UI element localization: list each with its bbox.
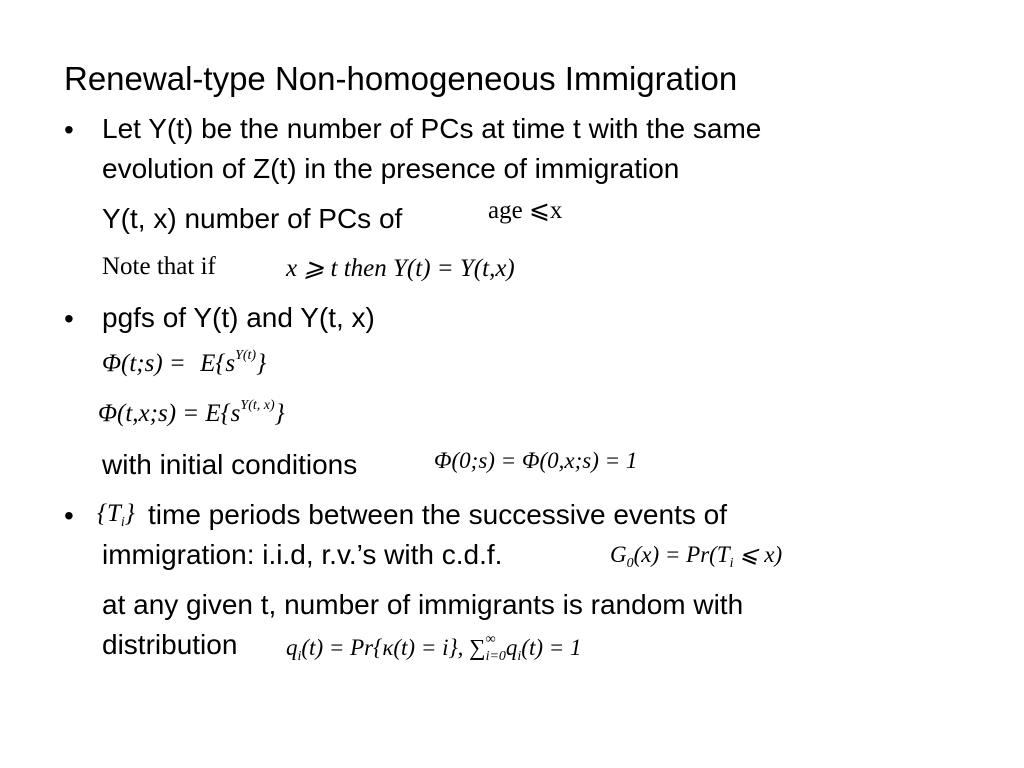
age-formula: age ⩽x (488, 197, 563, 224)
set-formula (97, 500, 135, 531)
bullet-marker: • (64, 303, 74, 334)
init-formula: Φ(0;s) = Φ(0,x;s) = 1 (434, 448, 638, 473)
cdf-sub: 0 (626, 556, 634, 571)
bullet3-line2: immigration: i.i.d, r.v.’s with c.d.f. (102, 539, 503, 570)
phi2-formula (98, 398, 285, 428)
slide-title: Renewal-type Non-homogeneous Immigration (64, 60, 738, 97)
q-end-sub: i (517, 649, 522, 664)
sum-sup: ∞ (485, 632, 496, 647)
bullet1-line1: Let Y(t) be the number of PCs at time t with the same (102, 113, 762, 144)
bullet3-line3: at any given t, number of immigrants is random with (102, 589, 744, 620)
note-text: Note that if (102, 253, 216, 280)
phi1-lhs: Φ(t;s) = (102, 350, 193, 377)
cdf-formula (610, 542, 782, 572)
phi2-close: } (274, 400, 285, 427)
bullet-marker: • (64, 114, 74, 145)
set-sub: i (120, 515, 125, 530)
q-sub: i (297, 649, 302, 664)
phi1-sup: Y(t) (235, 348, 257, 363)
phi2-lhs: Φ(t,x;s) = E{s (98, 400, 241, 427)
phi2-sup: Y(t, x) (240, 398, 275, 413)
q-q: q (286, 635, 298, 660)
set-open: {T (97, 500, 121, 527)
phi1-rhs: E{s (200, 350, 236, 377)
cdf-sub2: i (729, 556, 734, 571)
q-rest: (t) = Pr{κ(t) = i}, ∑ (301, 635, 486, 660)
bullet2-line1: pgfs of Y(t) and Y(t, x) (102, 302, 375, 333)
init-label: with initial conditions (102, 449, 358, 480)
phi1-formula (102, 348, 266, 378)
phi1-close: } (256, 350, 267, 377)
cdf-end: ⩽ x) (733, 542, 783, 567)
set-close: } (124, 500, 135, 527)
sum-sub: i=0 (485, 649, 506, 664)
q-final: (t) = 1 (521, 635, 582, 660)
yx-label: Y(t, x) number of PCs of (102, 203, 403, 234)
cdf-rest: (x) = Pr(T (633, 542, 730, 567)
bullet3-line1: time periods between the successive events of (148, 499, 727, 530)
bullet-marker: • (64, 500, 74, 531)
note-formula: x ⩾ t then Y(t) = Y(t,x) (286, 255, 515, 282)
cdf-g: G (610, 542, 627, 567)
bullet1-line2: evolution of Z(t) in the presence of immigration (102, 153, 680, 184)
q-end: q (505, 635, 518, 660)
q-formula (286, 632, 582, 665)
bullet3-line4: distribution (102, 629, 238, 660)
